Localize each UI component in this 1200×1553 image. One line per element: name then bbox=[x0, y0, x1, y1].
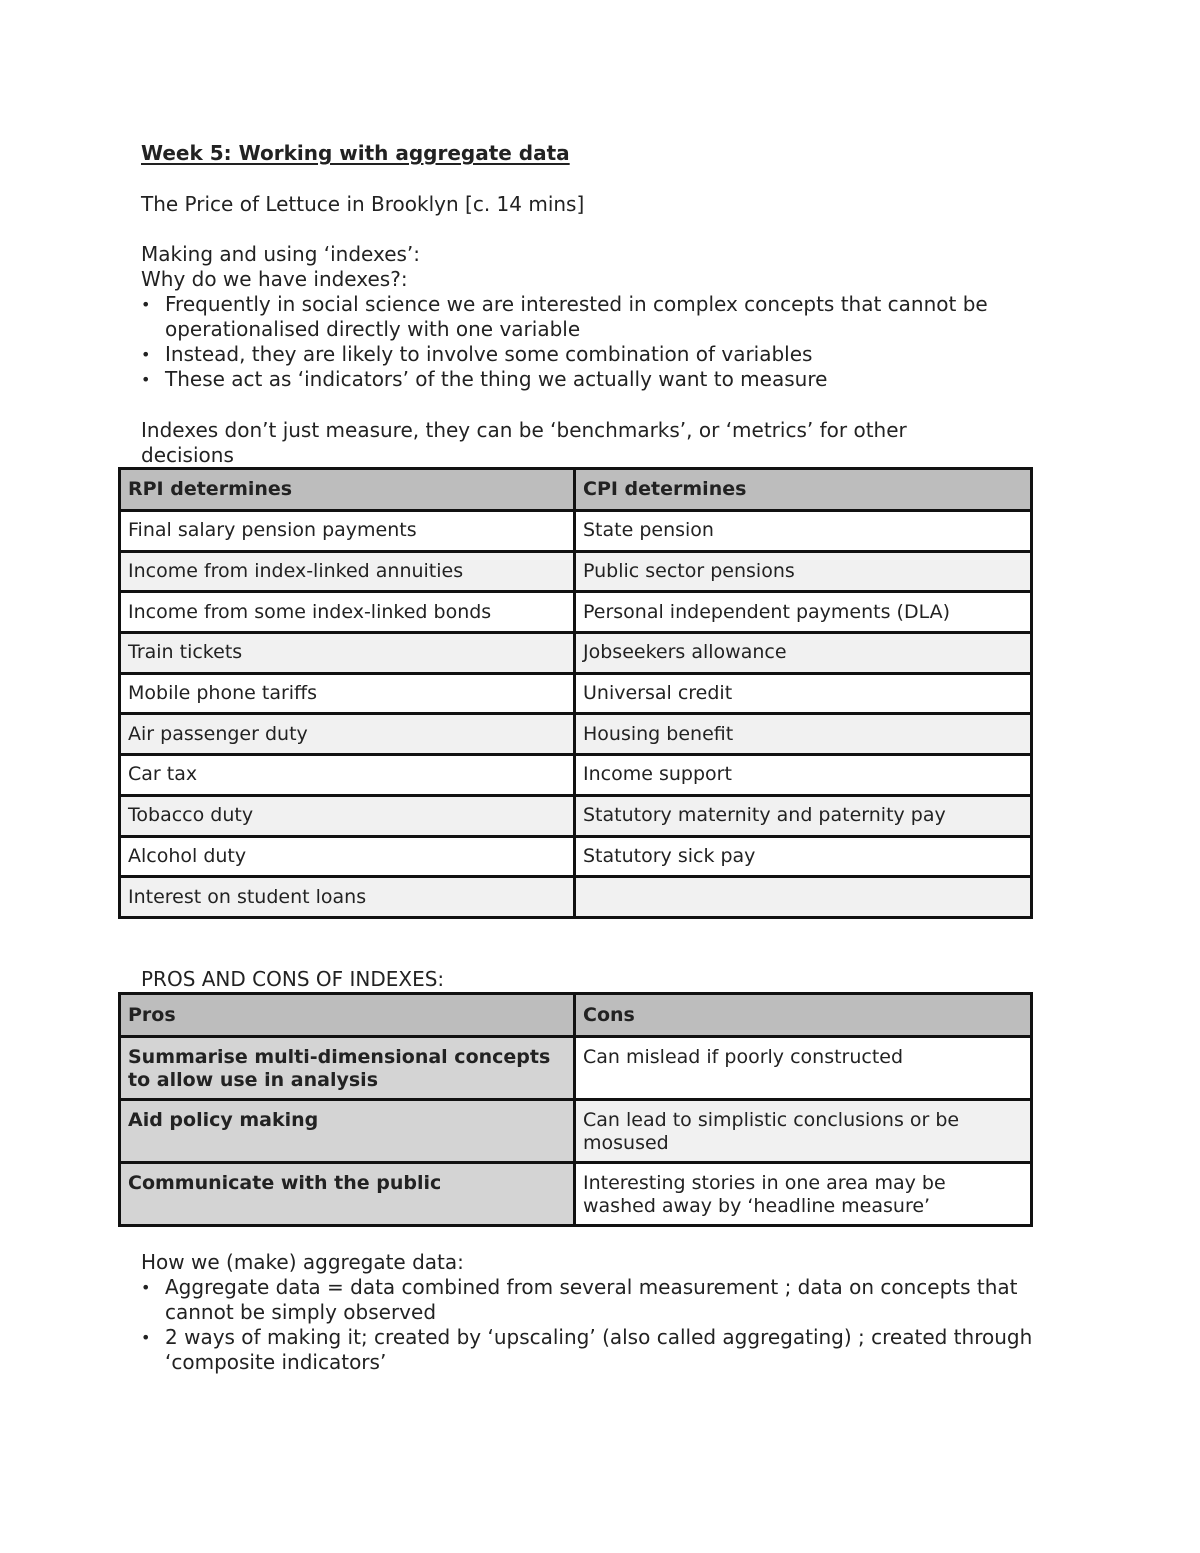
table-cell: Personal independent payments (DLA) bbox=[575, 592, 1032, 633]
table-cell: Alcohol duty bbox=[120, 836, 575, 877]
table-cell: Income from some index-linked bonds bbox=[120, 592, 575, 633]
list-item: • Frequently in social science we are interested in complex concepts that cannot be operationalised directly with one variable bbox=[141, 292, 1061, 342]
lecture-subtitle: The Price of Lettuce in Brooklyn [c. 14 mins] bbox=[141, 192, 585, 216]
table-cell: Income support bbox=[575, 755, 1032, 796]
table-cell: Tobacco duty bbox=[120, 795, 575, 836]
table-cell: Aid policy making bbox=[120, 1100, 575, 1163]
table-cell: Can mislead if poorly constructed bbox=[575, 1037, 1032, 1100]
table-cell: Final salary pension payments bbox=[120, 511, 575, 552]
table-row bbox=[120, 673, 1032, 714]
table-row bbox=[120, 877, 1032, 918]
table-cell: Train tickets bbox=[120, 633, 575, 674]
table-cell: Summarise multi-dimensional concepts to allow use in analysis bbox=[120, 1037, 575, 1100]
table-row bbox=[120, 511, 1032, 552]
table-cell bbox=[575, 877, 1032, 918]
rpi-cpi-table bbox=[118, 467, 1033, 919]
table-cell: Air passenger duty bbox=[120, 714, 575, 755]
list-item: • These act as ‘indicators’ of the thing we actually want to measure bbox=[141, 367, 1061, 392]
table-header-row bbox=[120, 994, 1032, 1037]
column-header: Cons bbox=[575, 994, 1032, 1037]
table-cell: Interest on student loans bbox=[120, 877, 575, 918]
aggregate-bullet-list bbox=[141, 1275, 1041, 1375]
column-header: RPI determines bbox=[120, 469, 575, 511]
table-cell: Income from index-linked annuities bbox=[120, 551, 575, 592]
table-row bbox=[120, 1163, 1032, 1226]
table-cell: Housing benefit bbox=[575, 714, 1032, 755]
table-row bbox=[120, 836, 1032, 877]
table-row bbox=[120, 714, 1032, 755]
table-cell: Statutory sick pay bbox=[575, 836, 1032, 877]
table-cell: Jobseekers allowance bbox=[575, 633, 1032, 674]
list-item: • 2 ways of making it; created by ‘upscaling’ (also called aggregating) ; created through ‘composite indicators’ bbox=[141, 1325, 1041, 1375]
aggregate-heading: How we (make) aggregate data: bbox=[141, 1250, 464, 1274]
benchmarks-paragraph: Indexes don’t just measure, they can be ‘benchmarks’, or ‘metrics’ for other decisions bbox=[141, 418, 907, 467]
table-cell: Car tax bbox=[120, 755, 575, 796]
table-row bbox=[120, 633, 1032, 674]
list-item: • Instead, they are likely to involve some combination of variables bbox=[141, 342, 1061, 367]
table-row bbox=[120, 592, 1032, 633]
table-cell: State pension bbox=[575, 511, 1032, 552]
table-cell: Universal credit bbox=[575, 673, 1032, 714]
list-item: • Aggregate data = data combined from several measurement ; data on concepts that cannot be simply observed bbox=[141, 1275, 1041, 1325]
table-cell: Mobile phone tariffs bbox=[120, 673, 575, 714]
why-heading: Why do we have indexes?: bbox=[141, 267, 408, 291]
table-cell: Communicate with the public bbox=[120, 1163, 575, 1226]
table-row bbox=[120, 551, 1032, 592]
table-header-row bbox=[120, 469, 1032, 511]
table-cell: Can lead to simplistic conclusions or be mosused bbox=[575, 1100, 1032, 1163]
column-header: Pros bbox=[120, 994, 575, 1037]
table-row bbox=[120, 795, 1032, 836]
table-row bbox=[120, 1100, 1032, 1163]
indexes-heading: Making and using ‘indexes’: bbox=[141, 242, 421, 266]
table-cell: Statutory maternity and paternity pay bbox=[575, 795, 1032, 836]
table-row bbox=[120, 755, 1032, 796]
pros-cons-heading: PROS AND CONS OF INDEXES: bbox=[141, 967, 445, 991]
table-cell: Public sector pensions bbox=[575, 551, 1032, 592]
column-header: CPI determines bbox=[575, 469, 1032, 511]
pros-cons-table bbox=[118, 992, 1033, 1227]
page-title: Week 5: Working with aggregate data bbox=[141, 141, 570, 165]
table-row bbox=[120, 1037, 1032, 1100]
why-bullet-list bbox=[141, 292, 1061, 392]
table-cell: Interesting stories in one area may be washed away by ‘headline measure’ bbox=[575, 1163, 1032, 1226]
